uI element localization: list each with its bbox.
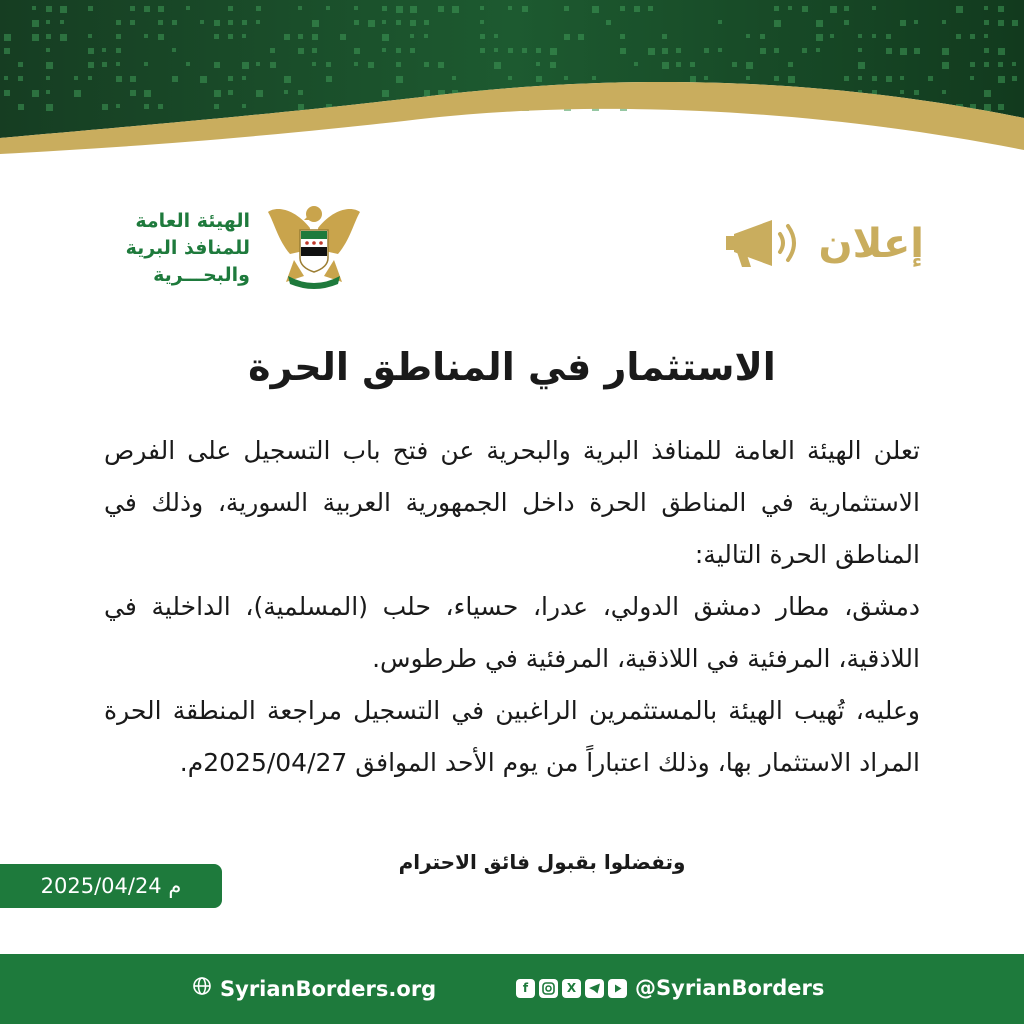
footer-social bbox=[516, 976, 824, 1000]
date-text: 2025/04/24 م bbox=[40, 874, 182, 898]
date-badge bbox=[0, 864, 222, 908]
signoff: وتفضلوا بقبول فائق الاحترام bbox=[398, 850, 686, 874]
announcement bbox=[722, 212, 924, 276]
globe-icon bbox=[192, 976, 212, 1001]
social-handle[interactable]: @SyrianBorders bbox=[635, 976, 825, 1000]
facebook-icon[interactable]: f bbox=[516, 979, 535, 998]
org-name-line: والبحـــرية bbox=[153, 263, 250, 286]
body-paragraph: دمشق، مطار دمشق الدولي، عدرا، حسياء، حلب (المسلمية)، الداخلية في اللاذقية، المرفئية في اللاذقية، المرفئية في طرطوس. bbox=[104, 592, 920, 673]
youtube-icon[interactable] bbox=[608, 979, 627, 998]
website-text: SyrianBorders.org bbox=[220, 976, 437, 1001]
telegram-icon[interactable] bbox=[585, 979, 604, 998]
page-title: الاستثمار في المناطق الحرة bbox=[248, 345, 776, 389]
body-paragraph: تعلن الهيئة العامة للمنافذ البرية والبحرية عن فتح باب التسجيل على الفرص الاستثمارية في المناطق الحرة داخل الجمهورية العربية السورية، وذلك في المناطق الحرة التالية: bbox=[104, 436, 920, 569]
eagle-emblem-logo bbox=[264, 200, 364, 296]
x-icon[interactable]: X bbox=[562, 979, 581, 998]
footer-website-link[interactable] bbox=[192, 976, 436, 1001]
org-name-line: الهيئة العامة bbox=[135, 209, 250, 232]
header-band bbox=[0, 0, 1024, 170]
footer bbox=[0, 954, 1024, 1024]
announcement-label: إعلان bbox=[818, 221, 924, 267]
organization-name bbox=[100, 208, 250, 289]
instagram-icon[interactable] bbox=[539, 979, 558, 998]
organization-block bbox=[100, 200, 364, 296]
body-paragraph: وعليه، تُهيب الهيئة بالمستثمرين الراغبين في التسجيل مراجعة المنطقة الحرة المراد الاستثمار بها، وذلك اعتباراً من يوم الأحد الموافق 2025/04/27م. bbox=[104, 696, 920, 777]
announcement-body bbox=[104, 425, 920, 789]
megaphone-icon bbox=[722, 212, 804, 276]
org-name-line: للمنافذ البرية bbox=[125, 236, 250, 259]
